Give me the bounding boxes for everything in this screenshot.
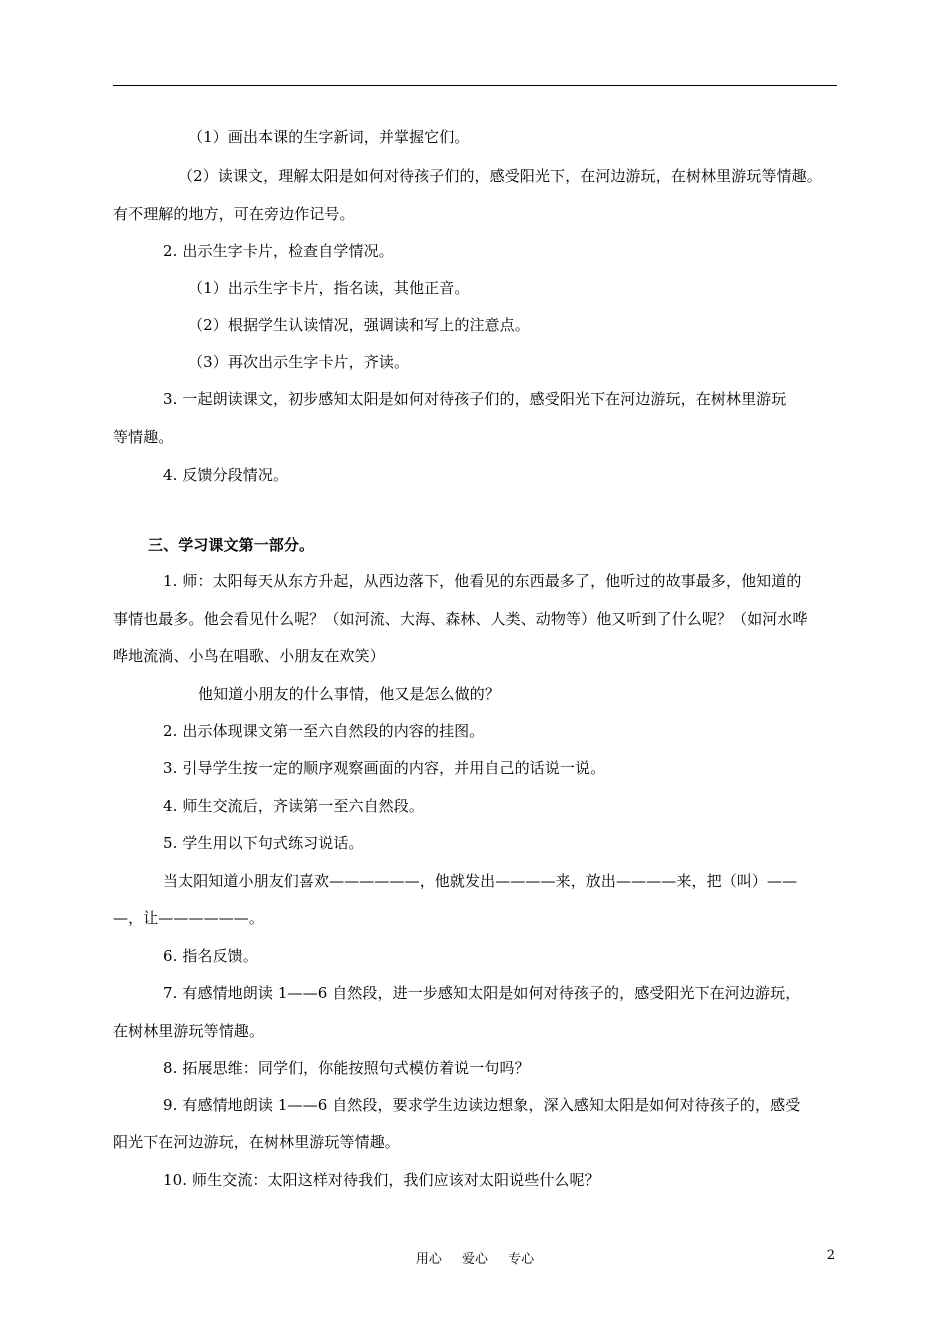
line-18: 4. 师生交流后，齐读第一至六自然段。 bbox=[163, 797, 424, 815]
line-13: 事情也最多。他会看见什么呢？（如河流、大海、森林、人类、动物等）他又听到了什么呢？（如河水哗 bbox=[113, 610, 808, 628]
line-22: 6. 指名反馈。 bbox=[163, 947, 258, 965]
line-1: （1）画出本课的生字新词，并掌握它们。 bbox=[188, 128, 470, 146]
line-23: 7. 有感情地朗读 1——6 自然段，进一步感知太阳是如何对待孩子的，感受阳光下在河边游玩， bbox=[163, 984, 801, 1002]
line-24: 在树林里游玩等情趣。 bbox=[113, 1022, 265, 1040]
line-8: 3. 一起朗读课文，初步感知太阳是如何对待孩子们的，感受阳光下在河边游玩，在树林里游玩 bbox=[163, 390, 787, 408]
line-21: —，让——————。 bbox=[113, 909, 265, 927]
line-9: 等情趣。 bbox=[113, 428, 174, 446]
line-25: 8. 拓展思维：同学们，你能按照句式模仿着说一句吗？ bbox=[163, 1059, 530, 1077]
section-heading: 三、学习课文第一部分。 bbox=[148, 536, 315, 554]
line-14: 哗地流淌、小鸟在唱歌、小朋友在欢笑） bbox=[113, 647, 385, 665]
line-20: 当太阳知道小朋友们喜欢——————，他就发出————来，放出————来，把（叫）—— bbox=[163, 872, 798, 890]
line-2: （2）读课文，理解太阳是如何对待孩子们的，感受阳光下，在河边游玩，在树林里游玩等情趣。 bbox=[178, 167, 822, 185]
line-6: （2）根据学生认读情况，强调读和写上的注意点。 bbox=[188, 316, 530, 334]
header-rule bbox=[113, 85, 837, 86]
line-27: 阳光下在河边游玩，在树林里游玩等情趣。 bbox=[113, 1133, 400, 1151]
line-5: （1）出示生字卡片，指名读，其他正音。 bbox=[188, 279, 470, 297]
page-number: 2 bbox=[826, 1248, 835, 1263]
line-12: 1. 师：太阳每天从东方升起，从西边落下，他看见的东西最多了，他听过的故事最多，他知道的 bbox=[163, 572, 802, 590]
line-26: 9. 有感情地朗读 1——6 自然段，要求学生边读边想象，深入感知太阳是如何对待孩子的，感受 bbox=[163, 1096, 801, 1114]
line-7: （3）再次出示生字卡片，齐读。 bbox=[188, 353, 410, 371]
line-10: 4. 反馈分段情况。 bbox=[163, 466, 289, 484]
line-28: 10. 师生交流：太阳这样对待我们，我们应该对太阳说些什么呢？ bbox=[163, 1171, 600, 1189]
line-4: 2. 出示生字卡片，检查自学情况。 bbox=[163, 242, 394, 260]
line-15: 他知道小朋友的什么事情，他又是怎么做的？ bbox=[198, 685, 501, 703]
line-17: 3. 引导学生按一定的顺序观察画面的内容，并用自己的话说一说。 bbox=[163, 759, 606, 777]
line-16: 2. 出示体现课文第一至六自然段的内容的挂图。 bbox=[163, 722, 485, 740]
line-3: 有不理解的地方，可在旁边作记号。 bbox=[113, 205, 355, 223]
footer-motto: 用心 爱心 专心 bbox=[415, 1252, 535, 1267]
line-19: 5. 学生用以下句式练习说话。 bbox=[163, 834, 364, 852]
